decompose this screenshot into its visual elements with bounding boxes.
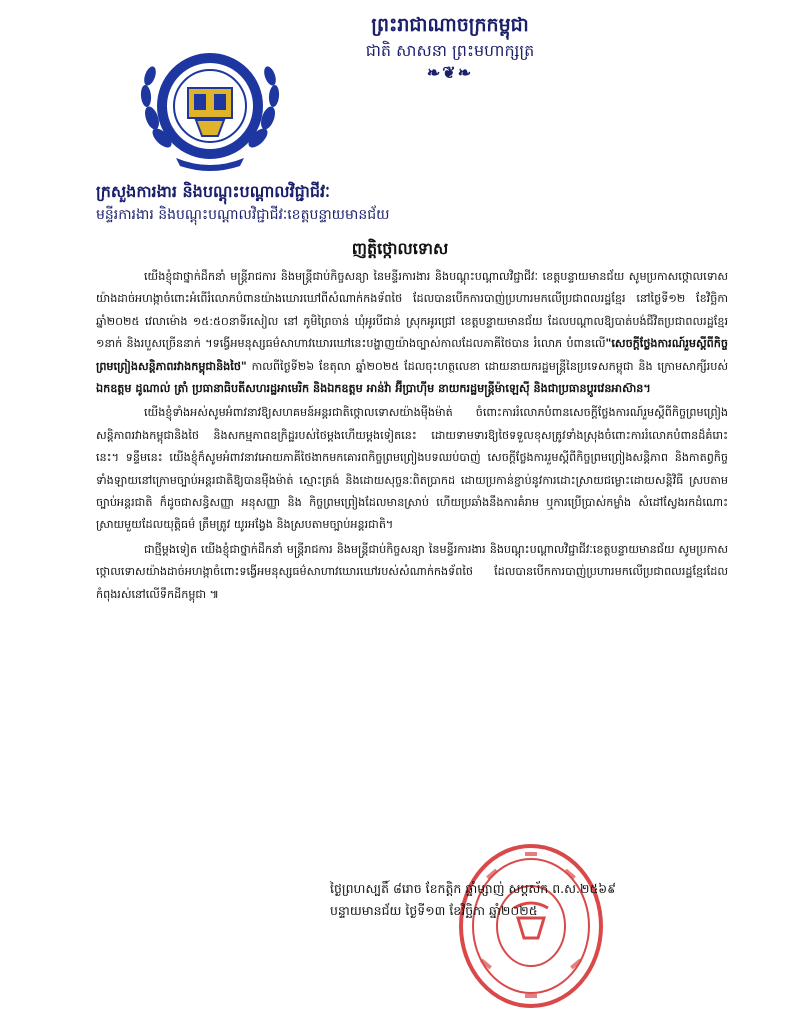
ornament-divider: ❧❦❧ [426, 63, 474, 82]
kingdom-header [300, 12, 600, 82]
letter-body [96, 266, 728, 608]
official-red-seal-icon [456, 842, 606, 1010]
paragraph-3: ជាថ្មីម្តងទៀត យើងខ្ញុំជាថ្នាក់ដឹកនាំ មន្ត្រីរាជការ និងមន្ត្រីជាប់កិច្ចសន្យា នៃមន្ទីរការងារ និងបណ្តុះបណ្តាលវិជ្ជាជីវៈខេត្តបន្ទាយមានជ័យ សូមប្រកាសថ្កោលទោសយ៉ាងដាច់អហង្កាចំពោះទង្វើអមនុស្សធម៌សាហាវឃោរឃៅរបស់សំណាក់កងទ័ពថៃ ដែលបានបើកការបាញ់ប្រហារមកលើប្រជាពលរដ្ឋខ្មែរដែលកំពុងរស់នៅលើទឹកដីកម្ពុជា ៕ [96, 542, 728, 601]
paragraph-1 [96, 266, 728, 400]
ministry-emblem-icon [136, 48, 284, 174]
paragraph-1-start: យើងខ្ញុំជាថ្នាក់ដឹកនាំ មន្ត្រីរាជការ និងមន្ត្រីជាប់កិច្ចសន្យា នៃមន្ទីរការងារ និងបណ្តុះបណ្តាលវិជ្ជាជីវៈ ខេត្តបន្ទាយមានជ័យ សូមប្រកាសថ្កោលទោសយ៉ាងដាច់អហង្កាចំពោះអំពើរំលោភបំពានយ៉ាងឃោរឃៅពីសំណាក់កងទ័ពថៃ ដែលបានបើកការបាញ់ប្រហារមកលើប្រជាពលរដ្ឋខ្មែរ នៅថ្ងៃទី១២ ខែវិច្ឆិកា ឆ្នាំ២០២៥ វេលាម៉ោង ១៥:៥០នាទីរសៀល នៅ ភូមិព្រៃចាន់ ឃុំអូរបីជាន់ ស្រុកអូរជ្រៅ ខេត្តបន្ទាយមានជ័យ ដែលបណ្តាលឱ្យបាត់បង់ជីវិតប្រជាពលរដ្ឋខ្មែរ ១នាក់ និងរបួសច្រើននាក់ ។ទង្វើអមនុស្សធម៌សាហាវឃោរឃៅនេះបង្ហាញយ៉ាងច្បាស់កាលដែលភាគីថៃបាន រំលោភ បំពានលើ [96, 270, 728, 351]
lunar-date: ថ្ងៃព្រហស្បតិ៍ ៨រោច ខែកត្តិក ឆ្នាំម្សាញ់ សប្តស័ក ព.ស.២៥៦៩ [330, 881, 616, 896]
department-name: មន្ទីរការងារ និងបណ្តុះបណ្តាលវិជ្ជាជីវៈខេត្តបន្ទាយមានជ័យ [96, 207, 390, 223]
witness-names: ឯកឧត្តម ដូណាល់ ត្រាំ ប្រធានាធិបតីសហរដ្ឋអាមេរិក និងឯកឧត្តម អាន់វ៉ា អ៊ីប្រាហ៊ីម នាយករដ្ឋមន្ត្រីម៉ាឡេស៊ី និងជាប្រធានប្តូរវេនអាស៊ាន។ [96, 382, 651, 396]
paragraph-2: យើងខ្ញុំទាំងអស់សូមអំពាវនាវឱ្យសហគមន៍អន្តរជាតិថ្កោលទោសយ៉ាងម៉ឺងម៉ាត់ ចំពោះការរំលោភបំពានសេចក្តីថ្លែងការណ៍រួមស្តីពីកិច្ចព្រមព្រៀងសន្តិភាពរវាងកម្ពុជានិងថៃ និងសកម្មភាពឧក្រិដ្ឋរបស់ថៃម្តងហើយម្តងទៀតនេះ ដោយទាមទារឱ្យថៃទទួលខុសត្រូវទាំងស្រុងចំពោះការរំលោភបំពានដ៏គំរោះនេះ។ ទន្ទឹមនេះ យើងខ្ញុំក៏សូមអំពាវនាវអោយភាគីថៃងាកមកគោរពកិច្ចព្រមព្រៀងបទឈប់បាញ់ សេចក្តីថ្លែងការរួមស្តីពីកិច្ចព្រមព្រៀងសន្តិភាព និងកាតព្វកិច្ចទាំងឡាយនៅក្រោមច្បាប់អន្តរជាតិឱ្យបានម៉ឺងម៉ាត់ ស្មោះត្រង់ និងដោយសុច្ចនៈពិតប្រាកដ ដោយប្រកាន់ខ្ជាប់នូវការដោះស្រាយជម្លោះដោយសន្តិវិធី ស្របតាមច្បាប់អន្តរជាតិ ក៏ដូចជាសន្ធិសញ្ញា អនុសញ្ញា និង កិច្ចព្រមព្រៀងដែលមានស្រាប់ ហើយប្រឆាំងនឹងការគំរាម ឬការប្រើប្រាស់កម្លាំង សំដៅស្វែងរកដំណោះស្រាយមួយដែលយុត្តិធម៌ ត្រឹមត្រូវ យូរអង្វែង និងស្របតាមច្បាប់អន្តរជាតិ។ [96, 406, 728, 532]
solar-date: បន្ទាយមានជ័យ ថ្ងៃទី១៣ ខែវិច្ឆិកា ឆ្នាំ២០២៥ [330, 903, 538, 918]
date-block [330, 878, 750, 922]
ministry-name: ក្រសួងការងារ និងបណ្តុះបណ្តាលវិជ្ជាជីវៈ [96, 182, 330, 201]
paragraph-1-mid: កាលពីថ្ងៃទី២៦ ខែតុលា ឆ្នាំ២០២៥ ដែលចុះហត្ថលេខា ដោយនាយករដ្ឋមន្ត្រីនៃប្រទេសកម្ពុជា និង ក្រោមសាក្សីរបស់ [246, 359, 728, 373]
kingdom-title: ព្រះរាជាណាចក្រកម្ពុជា [371, 14, 529, 36]
document-title: ញត្តិថ្កោលទោស [351, 239, 449, 258]
national-motto: ជាតិ សាសនា ព្រះមហាក្សត្រ [365, 41, 535, 60]
joint-statement-quote: "សេចក្តីថ្លែងការណ៍រួមស្តីពីកិច្ចព្រមព្រៀងសន្តិភាពរវាងកម្ពុជានិងថៃ" [96, 337, 728, 373]
